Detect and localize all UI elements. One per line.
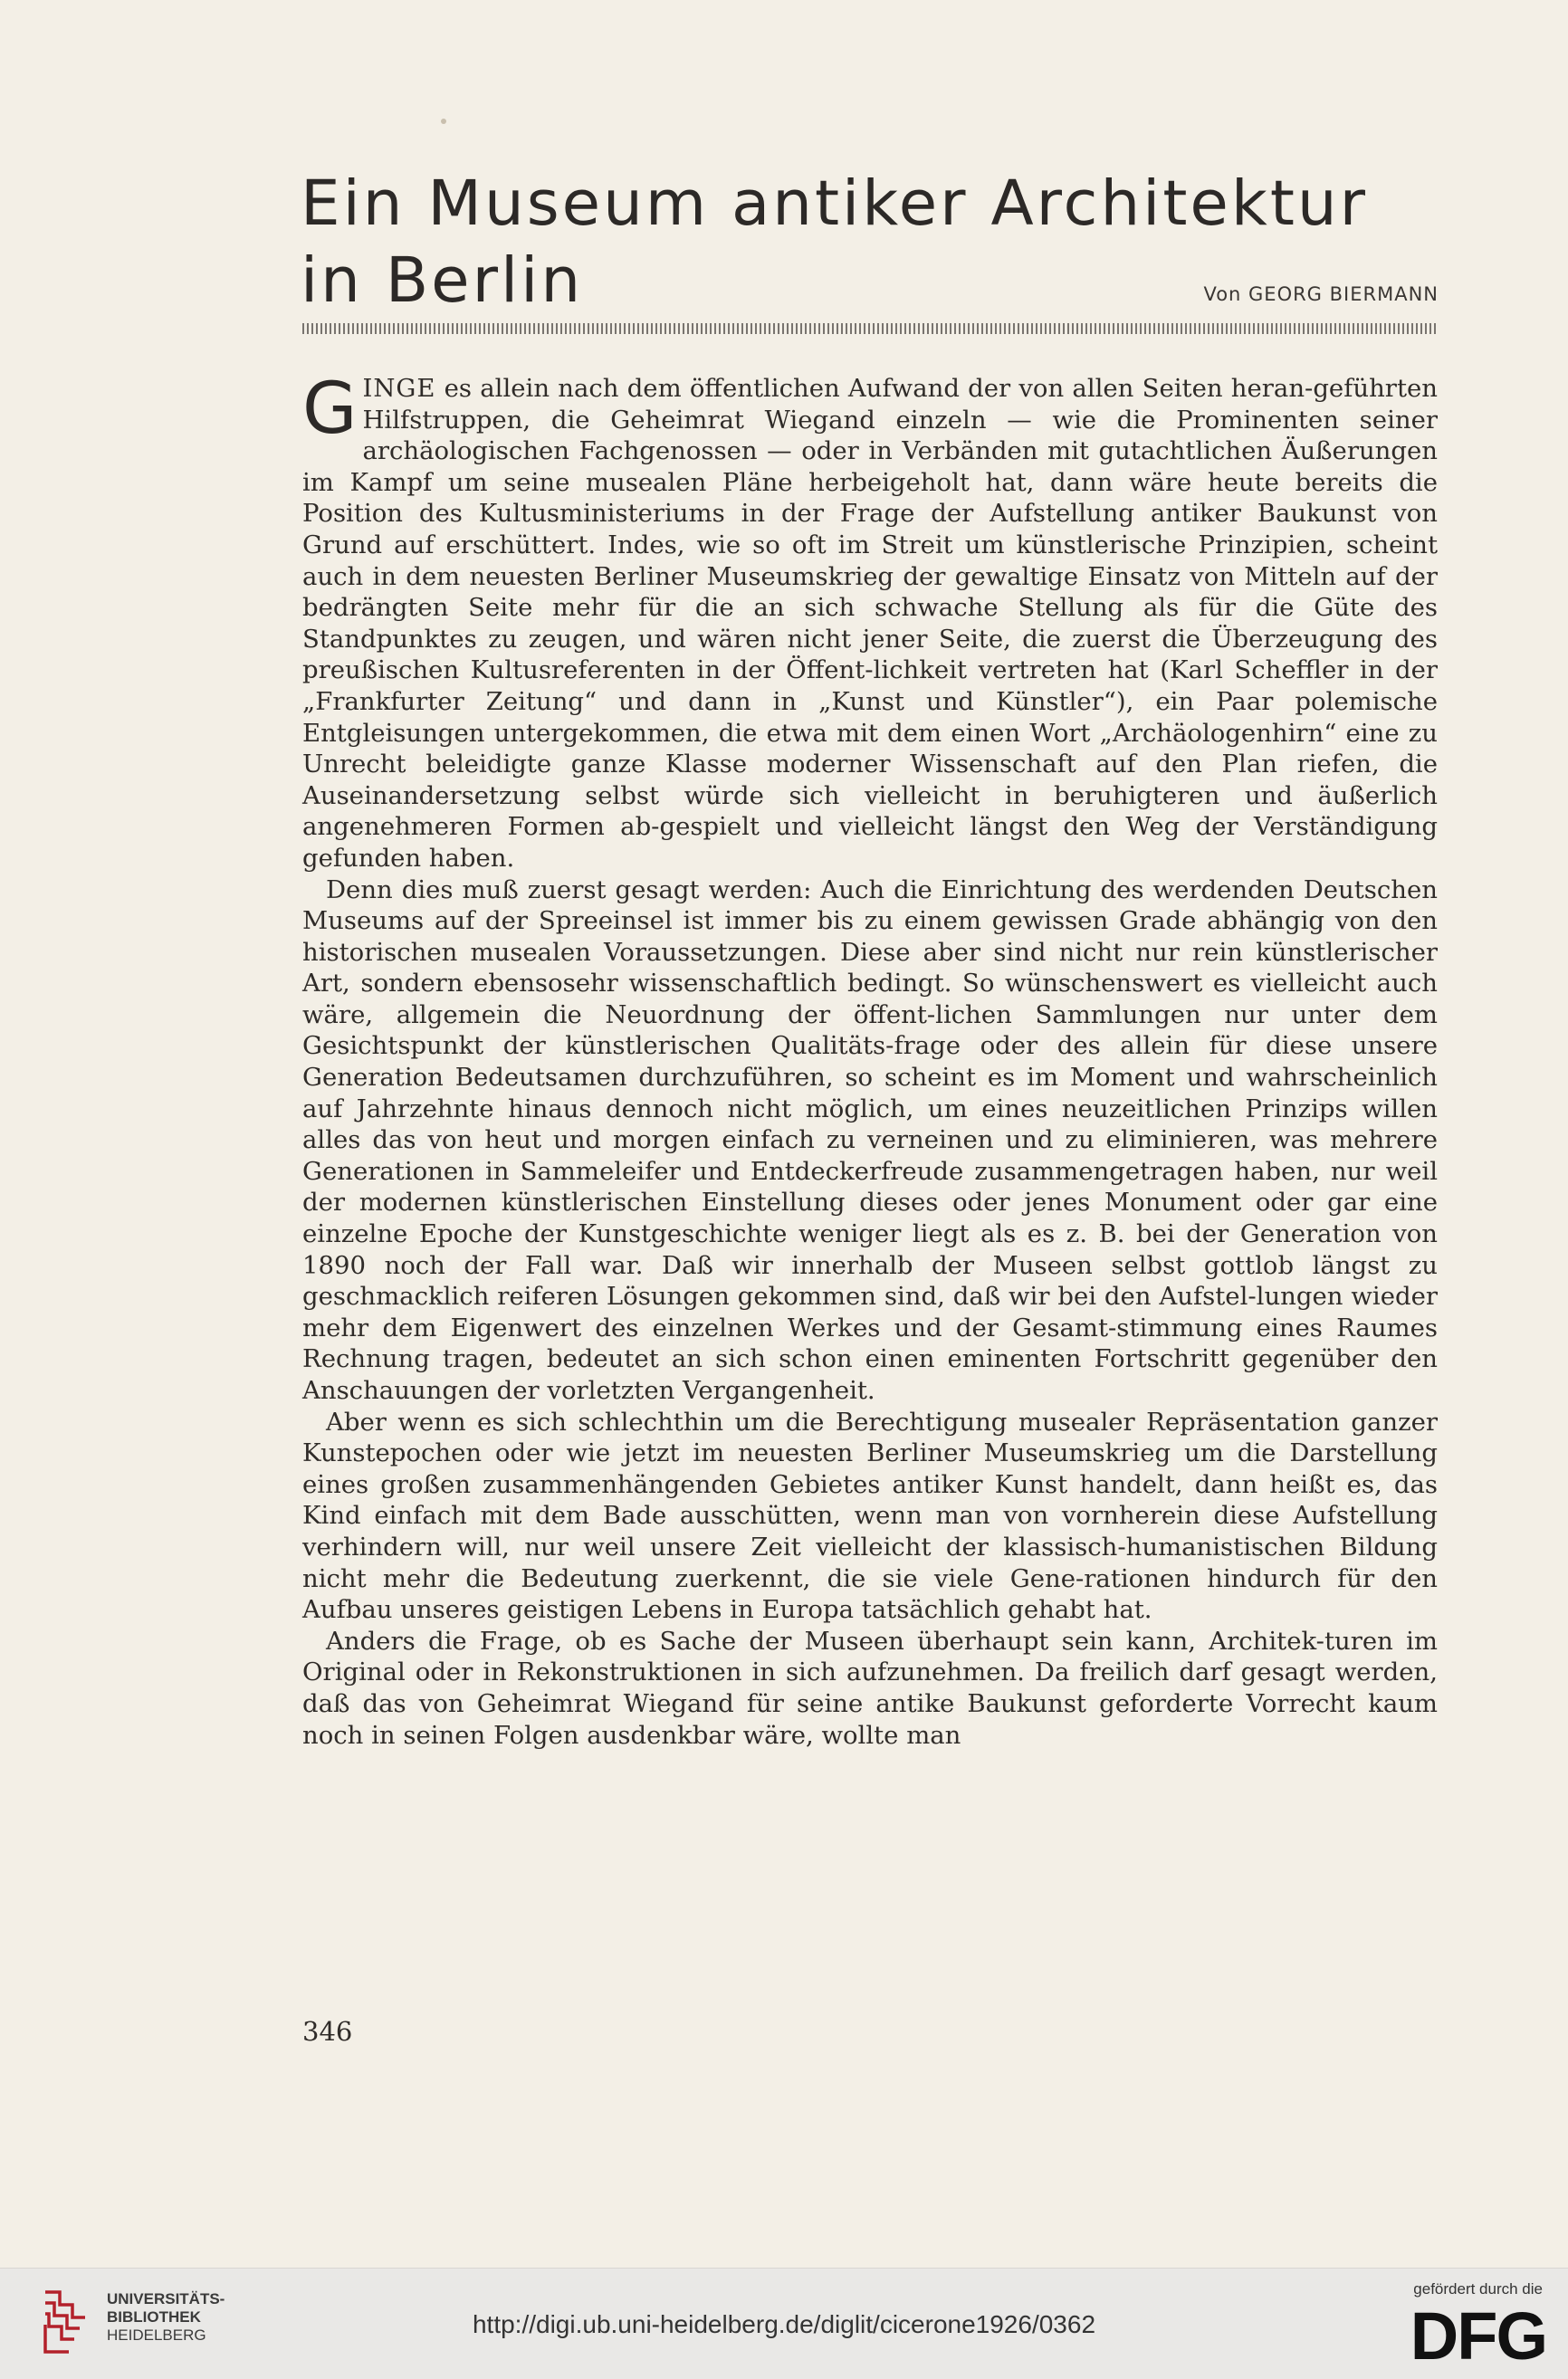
dfg-logo: DFG (1410, 2298, 1546, 2374)
funding-caption: gefördert durch die (1413, 2280, 1543, 2298)
paragraph-1 (302, 368, 1438, 874)
paper-speck (441, 119, 446, 124)
paragraph-1-text: es allein nach dem öffentlichen Aufwand der von allen Seiten heran-geführten Hilfstruppen, die Geheimrat Wiegand einzeln — wie die Prominenten seiner archäologischen Fachgenossen — oder in Verbänden mit gutachtlichen Äußerungen im Kampf um seine musealen Pläne herbeigeholt hat, dann wäre heute bereits die Position des Kultusministeriums in der Frage der Aufstellung antiker Baukunst von Grund auf erschüttert. Indes, wie so oft im Streit um künstlerische Prinzipien, scheint auch in dem neuesten Berliner Museumskrieg der gewaltige Einsatz von Mitteln auf der bedrängten Seite mehr für die an sich schwache Stellung als für die Güte des Standpunktes zu zeugen, und wären nicht jener Seite, die zuerst die Überzeugung des preußischen Kultusreferenten in der Öffent-lichkeit vertreten hat (Karl Scheffler in der „Frankfurter Zeitung“ und dann in „Kunst und Künstler“), ein Paar polemische Entgleisungen untergekommen, die etwa mit dem einen Wort „Archäologenhirn“ eine zu Unrecht beleidigte ganze Klasse moderner Wissenschaft auf den Plan riefen, die Auseinandersetzung selbst würde sich vielleicht in beruhigteren und äußerlich angenehmeren Formen ab-gespielt und vielleicht längst den Weg der Verständigung gefunden haben. (302, 374, 1438, 873)
title-line-2: in Berlin (301, 244, 584, 317)
author-byline: Von GEORG BIERMANN (1203, 283, 1439, 305)
paragraph-4: Anders die Frage, ob es Sache der Museen überhaupt sein kann, Architek-turen im Original oder in Rekonstruktionen in sich aufzunehmen. Da freilich darf gesagt werden, daß das von Geheimrat Wiegand für seine antike Baukunst geforderte Vorrecht kaum noch in seinen Folgen ausdenkbar wäre, wollte man (302, 1626, 1438, 1750)
lead-caps: INGE (362, 374, 436, 403)
dotted-rule (302, 323, 1438, 334)
paragraph-2: Denn dies muß zuerst gesagt werden: Auch die Einrichtung des werdenden Deutschen Museums auf der Spreeinsel ist immer bis zu einem gewissen Grade abhängig von den historischen musealen Voraussetzungen. Diese aber sind nicht nur rein künstlerischer Art, sondern ebensosehr wissenschaftlich bedingt. So wünschenswert es vielleicht auch wäre, allgemein die Neuordnung der öffent-lichen Sammlungen nur unter dem Gesichtspunkt der künstlerischen Qualitäts-frage oder des allein für diese unsere Generation Bedeutsamen durchzuführen, so scheint es im Moment und wahrscheinlich auf Jahrzehnte hinaus dennoch nicht möglich, um eines neuzeitlichen Prinzips willen alles das von heut und morgen einfach zu verneinen und zu eliminieren, was mehrere Generationen in Sammeleifer und Entdeckerfreude zusammengetragen haben, nur weil der modernen künstlerischen Einstellung dieses oder jenes Monument oder gar eine einzelne Epoche der Kunstgeschichte weniger liegt als es z. B. bei der Generation von 1890 noch der Fall war. Daß wir innerhalb der Museen selbst gottlob längst zu geschmacklich reiferen Lösungen gekommen sind, daß wir bei den Aufstel-lungen wieder mehr dem Eigenwert des einzelnen Werkes und der Gesamt-stimmung eines Raumes Rechnung tragen, bedeutet an sich schon einen eminenten Fortschritt gegenüber den Anschauungen der vorletzten Vergangenheit. (302, 874, 1438, 1405)
library-city: HEIDELBERG (107, 2326, 206, 2344)
library-name-line-1: UNIVERSITÄTS- (107, 2290, 225, 2307)
article-body (302, 368, 1438, 1751)
title-line-1: Ein Museum antiker Architektur (301, 167, 1368, 240)
library-name-line-2: BIBLIOTHEK (107, 2308, 201, 2326)
paragraph-3: Aber wenn es sich schlechthin um die Berechtigung musealer Repräsentation ganzer Kunstepochen oder wie jetzt im neuesten Berliner Museumskrieg um die Darstellung eines großen zusammenhängenden Gebietes antiker Kunst handelt, dann heißt es, das Kind einfach mit dem Bade ausschütten, wenn man von vornherein diese Aufstellung verhindern will, nur weil unsere Zeit vielleicht der klassisch-humanistischen Bildung nicht mehr die Bedeutung zuerkennt, die sie viele Gene-rationen hindurch für den Aufbau unseres geistigen Lebens in Europa tatsächlich gehabt hat. (302, 1407, 1438, 1625)
source-url-link[interactable]: http://digi.ub.uni-heidelberg.de/diglit/cicerone1926/0362 (472, 2310, 1096, 2338)
drop-cap: G (302, 368, 358, 450)
page-number: 346 (302, 2016, 353, 2047)
